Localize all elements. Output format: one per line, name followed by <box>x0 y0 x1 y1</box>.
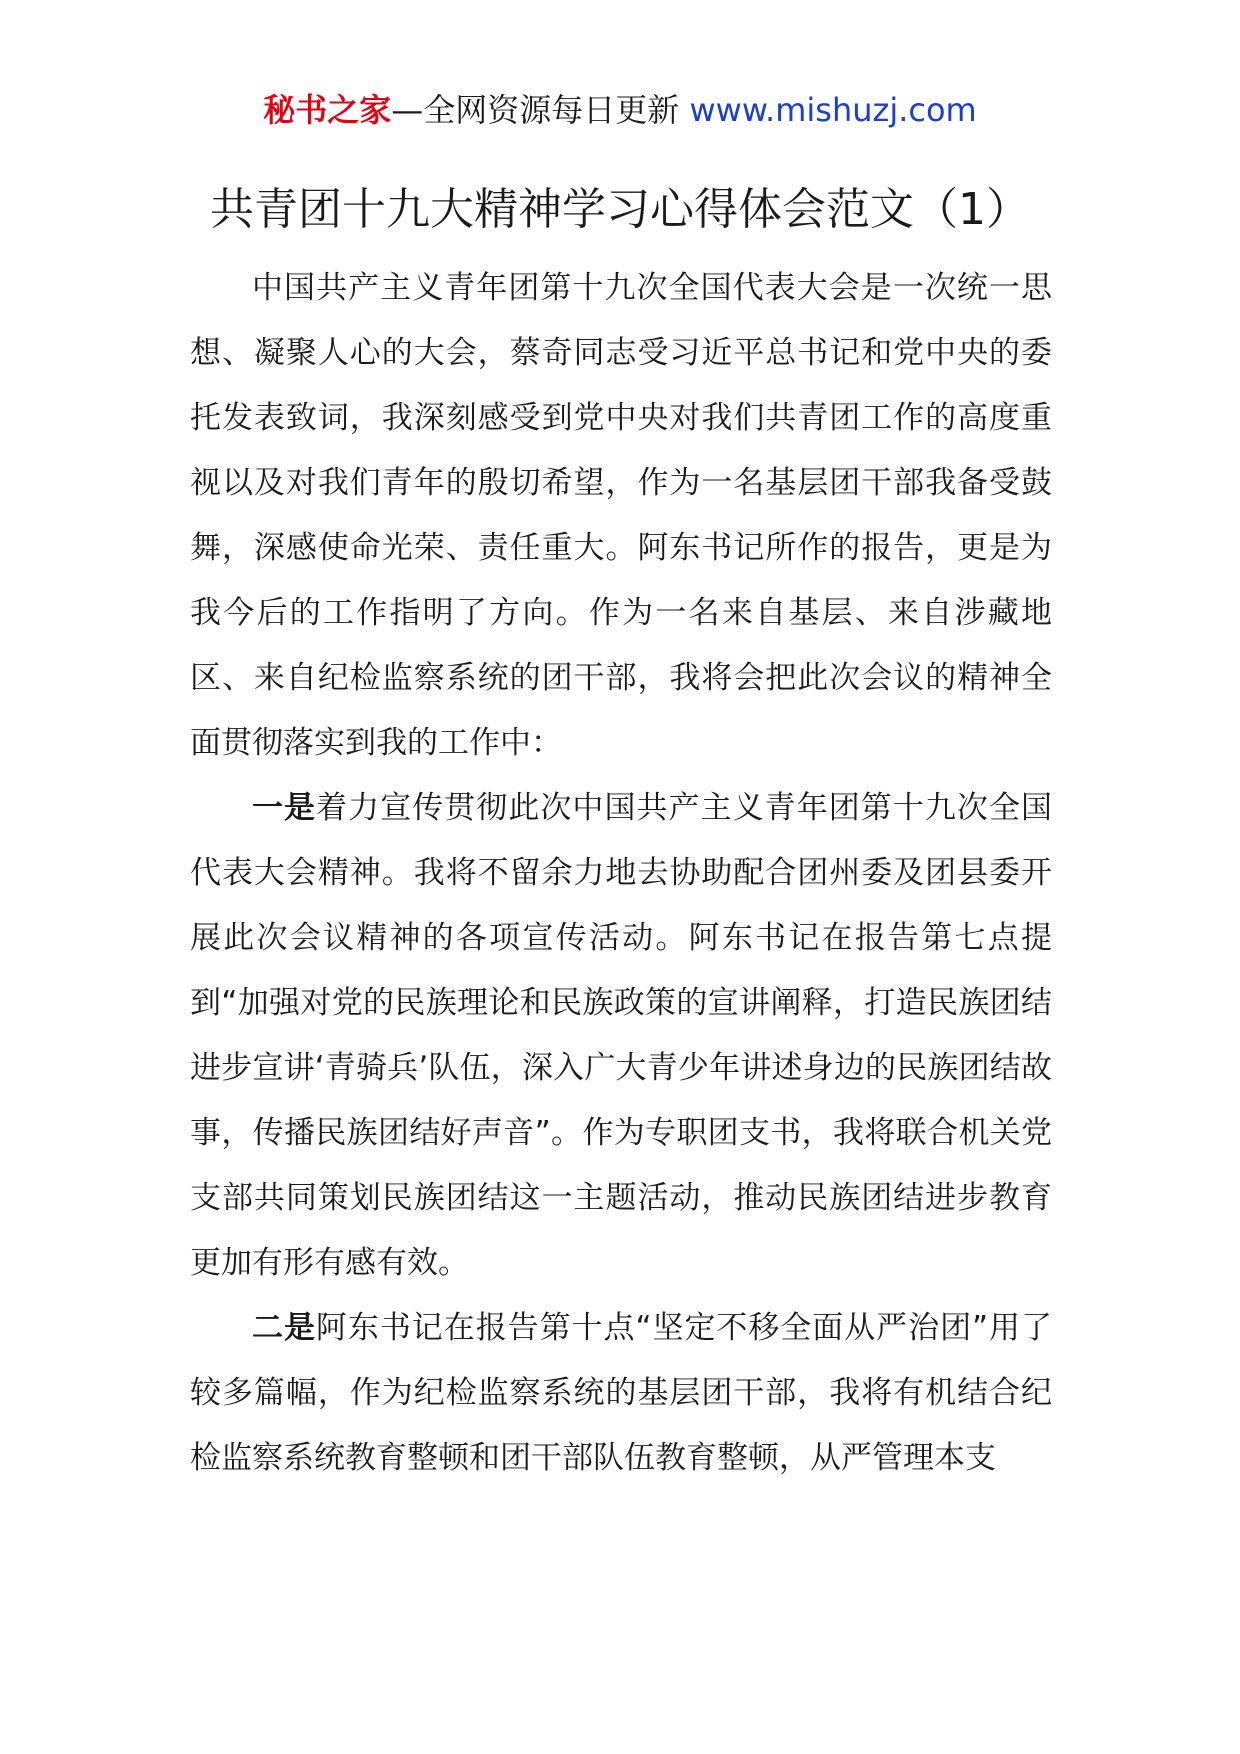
paragraph-lead: 一是 <box>252 790 317 826</box>
paragraph-intro <box>190 256 1052 776</box>
document-title: 共青团十九大精神学习心得体会范文（1） <box>210 184 1030 235</box>
paragraph-lead: 二是 <box>252 1310 316 1346</box>
paragraph-text: 阿东书记在报告第十点“坚定不移全面从严治团”用了较多篇幅，作为纪检监察系统的基层团干部，我将有机结合纪检监察系统教育整顿和团干部队伍教育整顿，从严管理本支 <box>190 1310 1053 1476</box>
paragraph-text: 中国共产主义青年团第十九次全国代表大会是一次统一思想、凝聚人心的大会，蔡奇同志受习近平总书记和党中央的委托发表致词，我深刻感受到党中央对我们共青团工作的高度重视以及对我们青年的殷切希望，作为一名基层团干部我备受鼓舞，深感使命光荣、责任重大。阿东书记所作的报告，更是为我今后的工作指明了方向。作为一名来自基层、来自涉藏地区、来自纪检监察系统的团干部，我将会把此次会议的精神全面贯彻落实到我的工作中： <box>190 270 1052 761</box>
paragraph-text: 着力宣传贯彻此次中国共产主义青年团第十九次全国代表大会精神。我将不留余力地去协助配合团州委及团县委开展此次会议精神的各项宣传活动。阿东书记在报告第七点提到“加强对党的民族理论和民族政策的宣讲阐释，打造民族团结进步宣讲‘青骑兵’队伍，深入广大青少年讲述身边的民族团结故事，传播民族团结好声音”。作为专职团支书，我将联合机关党支部共同策划民族团结这一主题活动，推动民族团结进步教育更加有形有感有效。 <box>190 790 1053 1281</box>
brand-name: 秘书之家 <box>263 91 392 129</box>
header-slogan: —全网资源每日更新 <box>391 91 690 129</box>
paragraph-point-two <box>190 1296 1052 1491</box>
site-url-link[interactable]: www.mishuzj.com <box>689 91 977 129</box>
site-header <box>0 88 1240 132</box>
paragraph-point-one <box>190 776 1052 1296</box>
document-body <box>190 256 1052 1491</box>
